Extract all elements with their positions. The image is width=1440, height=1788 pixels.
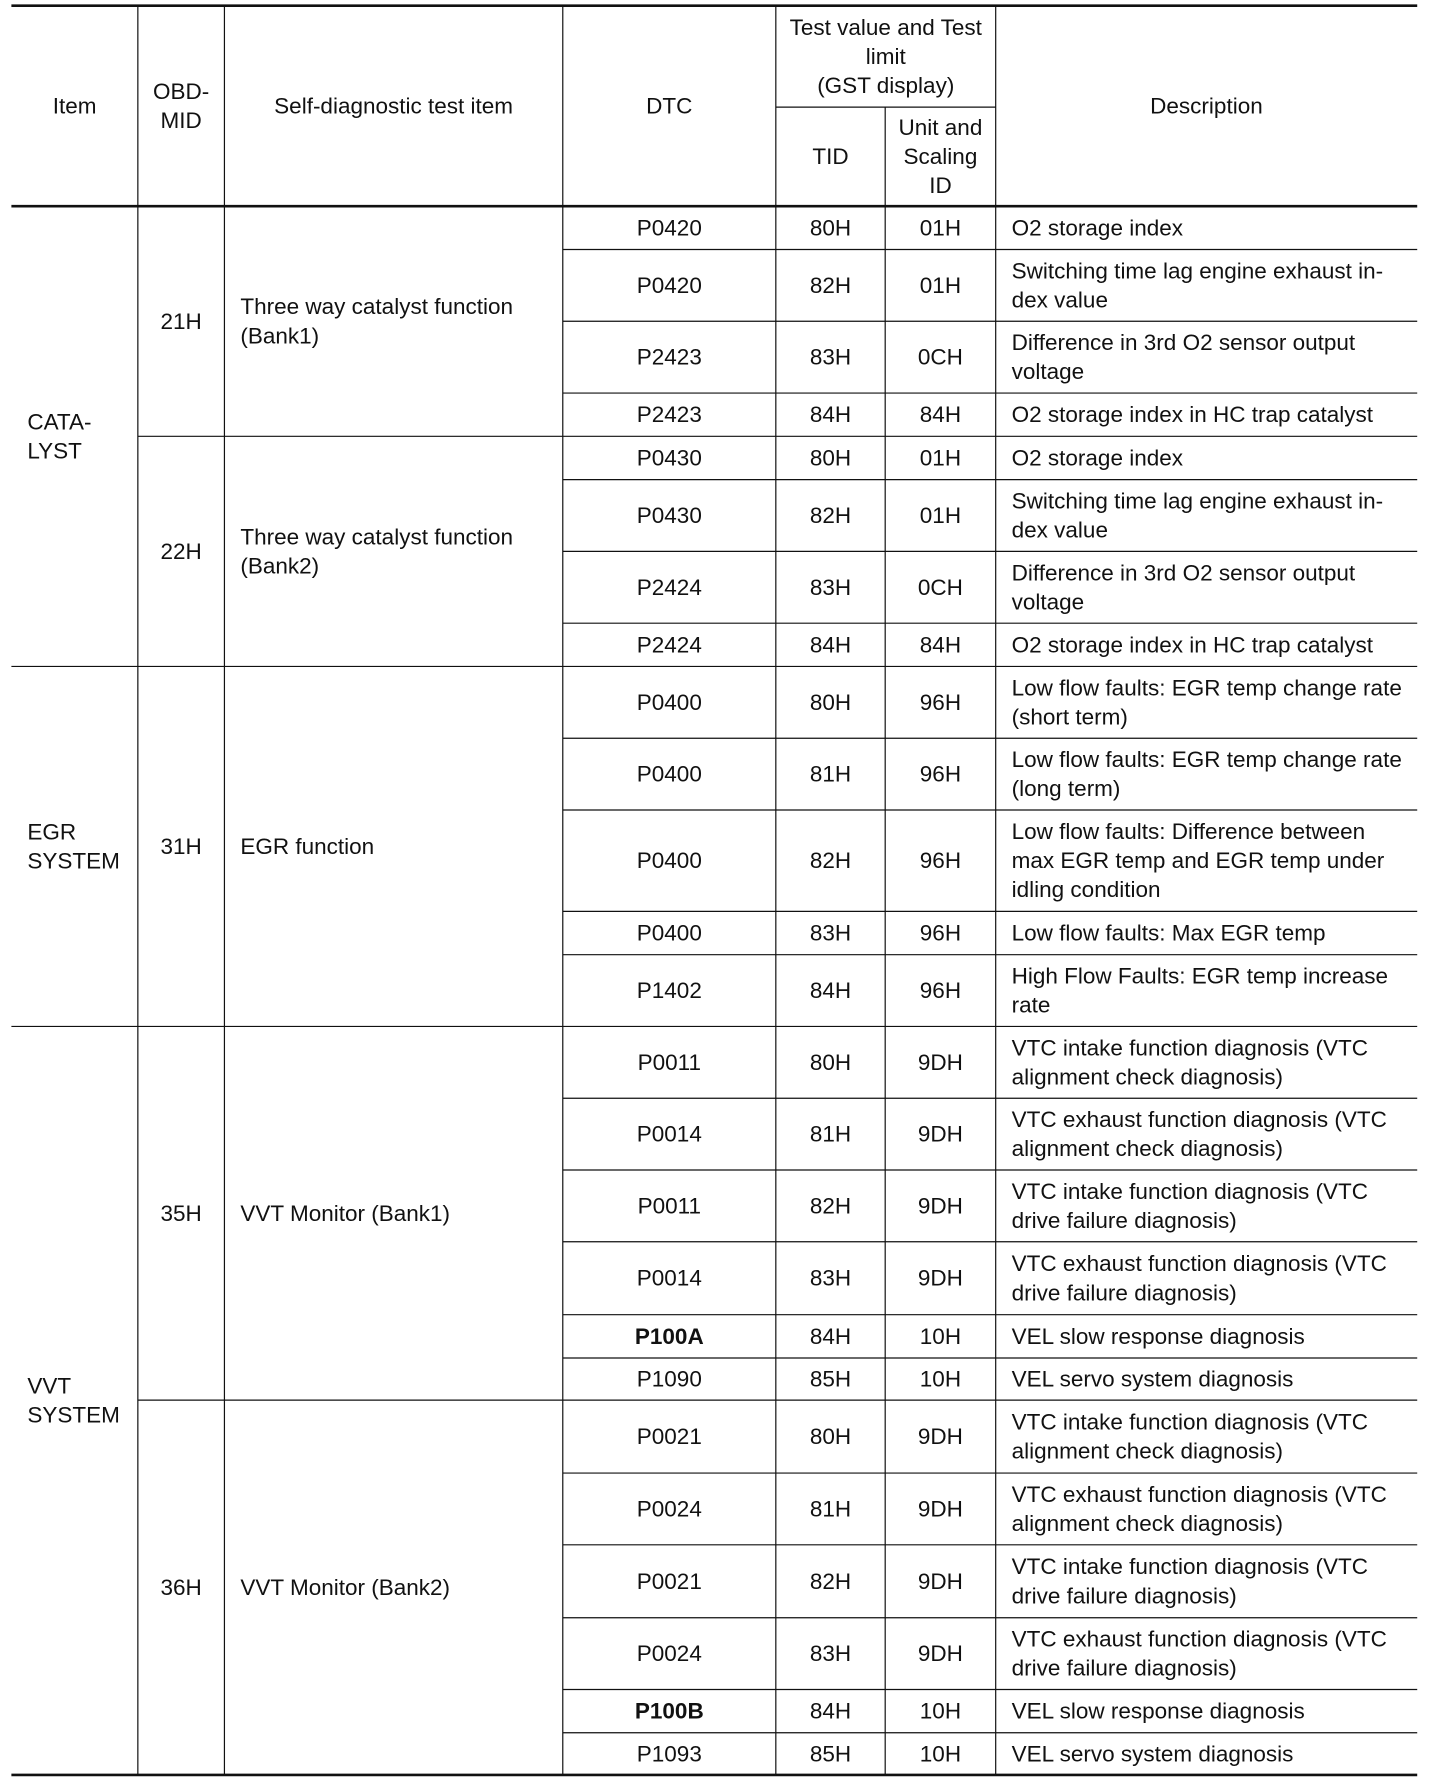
- table-text: [27, 15, 1402, 1767]
- dtc-cell: P0014: [636, 1265, 702, 1291]
- dtc-cell: P0400: [636, 689, 702, 715]
- description-cell: Difference in 3rd O2 sensor output: [1011, 330, 1356, 356]
- test-item-cell: (Bank2): [240, 553, 320, 579]
- tid-cell: 81H: [809, 761, 852, 787]
- test-item-cell: (Bank1): [240, 323, 320, 349]
- tid-cell: 82H: [809, 1193, 852, 1219]
- unit-cell: 10H: [919, 1366, 962, 1392]
- unit-cell: 01H: [919, 215, 962, 241]
- header-unit-scaling-id: ID: [929, 173, 952, 199]
- unit-cell: 9DH: [917, 1121, 963, 1147]
- unit-cell: 10H: [919, 1323, 962, 1349]
- description-cell: Switching time lag engine exhaust in-: [1011, 488, 1384, 514]
- tid-cell: 82H: [809, 272, 852, 298]
- item-cell: EGR: [27, 819, 77, 845]
- description-cell: Low flow faults: EGR temp change rate: [1011, 747, 1402, 773]
- description-cell: O2 storage index in HC trap catalyst: [1011, 402, 1374, 428]
- dtc-cell: P0024: [636, 1641, 702, 1667]
- unit-cell: 9DH: [917, 1049, 963, 1075]
- header-unit-scaling-id: Scaling: [903, 144, 978, 170]
- unit-cell: 9DH: [917, 1193, 963, 1219]
- header-test-item: Self-diagnostic test item: [274, 93, 514, 119]
- description-cell: O2 storage index in HC trap catalyst: [1011, 632, 1374, 658]
- unit-cell: 96H: [919, 920, 962, 946]
- description-cell: Low flow faults: Difference between: [1011, 819, 1366, 845]
- header-test-value-group: Test value and Test: [789, 14, 982, 40]
- tid-cell: 81H: [809, 1121, 852, 1147]
- dtc-cell: P2423: [636, 344, 702, 370]
- unit-cell: 9DH: [917, 1424, 963, 1450]
- tid-cell: 82H: [809, 848, 852, 874]
- description-cell: alignment check diagnosis): [1011, 1064, 1284, 1090]
- obdmid-cell: 22H: [160, 538, 202, 564]
- description-cell: drive failure diagnosis): [1011, 1280, 1237, 1306]
- item-cell: LYST: [27, 438, 82, 464]
- unit-cell: 0CH: [917, 344, 963, 370]
- description-cell: max EGR temp and EGR temp under: [1011, 848, 1385, 874]
- header-unit-scaling-id: Unit and: [898, 115, 983, 141]
- header-dtc: DTC: [646, 93, 693, 119]
- tid-cell: 84H: [809, 978, 852, 1004]
- tid-cell: 80H: [809, 1049, 852, 1075]
- header-obdmid: OBD-: [153, 78, 210, 104]
- description-cell: O2 storage index: [1011, 215, 1184, 241]
- dtc-cell: P100A: [634, 1323, 704, 1349]
- tid-cell: 83H: [809, 1641, 852, 1667]
- dtc-cell: P0420: [636, 215, 702, 241]
- obdmid-cell: 21H: [160, 308, 202, 334]
- test-item-cell: Three way catalyst function: [240, 294, 514, 320]
- description-cell: VEL servo system diagnosis: [1011, 1741, 1294, 1767]
- header-test-value-group: (GST display): [817, 72, 955, 98]
- description-cell: O2 storage index: [1011, 445, 1184, 471]
- dtc-cell: P1090: [636, 1366, 702, 1392]
- dtc-cell: P0430: [636, 445, 702, 471]
- unit-cell: 96H: [919, 978, 962, 1004]
- header-item: Item: [52, 93, 97, 119]
- obdmid-cell: 31H: [160, 833, 202, 859]
- test-item-cell: VVT Monitor (Bank1): [240, 1200, 451, 1226]
- description-cell: VTC intake function diagnosis (VTC: [1011, 1554, 1369, 1580]
- tid-cell: 83H: [809, 574, 852, 600]
- unit-cell: 96H: [919, 761, 962, 787]
- unit-cell: 9DH: [917, 1496, 963, 1522]
- tid-cell: 85H: [809, 1366, 852, 1392]
- description-cell: Switching time lag engine exhaust in-: [1011, 258, 1384, 284]
- unit-cell: 9DH: [917, 1568, 963, 1594]
- tid-cell: 84H: [809, 1698, 852, 1724]
- tid-cell: 85H: [809, 1741, 852, 1767]
- test-item-cell: EGR function: [240, 833, 375, 859]
- description-cell: VTC intake function diagnosis (VTC: [1011, 1178, 1369, 1204]
- description-cell: alignment check diagnosis): [1011, 1136, 1284, 1162]
- unit-cell: 96H: [919, 689, 962, 715]
- header-description: Description: [1150, 93, 1263, 119]
- description-cell: dex value: [1011, 517, 1108, 543]
- dtc-cell: P0400: [636, 920, 702, 946]
- obdmid-cell: 35H: [160, 1200, 202, 1226]
- unit-cell: 10H: [919, 1741, 962, 1767]
- tid-cell: 80H: [809, 689, 852, 715]
- test-item-cell: VVT Monitor (Bank2): [240, 1575, 451, 1601]
- tid-cell: 84H: [809, 632, 852, 658]
- description-cell: VTC intake function diagnosis (VTC: [1011, 1035, 1369, 1061]
- tid-cell: 84H: [809, 1323, 852, 1349]
- tid-cell: 82H: [809, 503, 852, 529]
- dtc-cell: P0011: [637, 1193, 702, 1219]
- dtc-cell: P0021: [636, 1424, 702, 1450]
- dtc-cell: P0430: [636, 503, 702, 529]
- description-cell: alignment check diagnosis): [1011, 1510, 1284, 1536]
- unit-cell: 96H: [919, 848, 962, 874]
- unit-cell: 84H: [919, 402, 962, 428]
- unit-cell: 0CH: [917, 574, 963, 600]
- description-cell: rate: [1011, 992, 1051, 1018]
- dtc-cell: P2424: [636, 574, 702, 600]
- dtc-cell: P2424: [636, 632, 702, 658]
- description-cell: VEL servo system diagnosis: [1011, 1366, 1294, 1392]
- description-cell: voltage: [1011, 589, 1085, 615]
- description-cell: voltage: [1011, 359, 1085, 385]
- dtc-cell: P2423: [636, 402, 702, 428]
- description-cell: dex value: [1011, 287, 1108, 313]
- header-test-value-group: limit: [865, 43, 906, 69]
- description-cell: idling condition: [1011, 877, 1161, 903]
- description-cell: Difference in 3rd O2 sensor output: [1011, 560, 1356, 586]
- dtc-cell: P100B: [634, 1698, 704, 1724]
- tid-cell: 81H: [809, 1496, 852, 1522]
- unit-cell: 01H: [919, 272, 962, 298]
- header-obdmid: MID: [160, 107, 202, 133]
- header-tid: TID: [812, 144, 849, 170]
- unit-cell: 9DH: [917, 1641, 963, 1667]
- description-cell: (long term): [1011, 776, 1121, 802]
- dtc-cell: P0400: [636, 761, 702, 787]
- dtc-cell: P1402: [636, 978, 702, 1004]
- tid-cell: 84H: [809, 402, 852, 428]
- tid-cell: 83H: [809, 1265, 852, 1291]
- dtc-cell: P0011: [637, 1049, 702, 1075]
- description-cell: drive failure diagnosis): [1011, 1207, 1237, 1233]
- dtc-cell: P0400: [636, 848, 702, 874]
- dtc-cell: P0021: [636, 1568, 702, 1594]
- obdmid-cell: 36H: [160, 1575, 202, 1601]
- unit-cell: 01H: [919, 503, 962, 529]
- dtc-cell: P1093: [636, 1741, 702, 1767]
- description-cell: VTC exhaust function diagnosis (VTC: [1011, 1107, 1387, 1133]
- description-cell: (short term): [1011, 704, 1128, 730]
- item-cell: SYSTEM: [27, 1402, 120, 1428]
- description-cell: VTC exhaust function diagnosis (VTC: [1011, 1481, 1387, 1507]
- tid-cell: 82H: [809, 1568, 852, 1594]
- dtc-cell: P0014: [636, 1121, 702, 1147]
- description-cell: VEL slow response diagnosis: [1011, 1698, 1305, 1724]
- unit-cell: 01H: [919, 445, 962, 471]
- unit-cell: 10H: [919, 1698, 962, 1724]
- dtc-cell: P0420: [636, 272, 702, 298]
- description-cell: High Flow Faults: EGR temp increase: [1011, 963, 1389, 989]
- description-cell: VEL slow response diagnosis: [1011, 1323, 1305, 1349]
- tid-cell: 80H: [809, 445, 852, 471]
- description-cell: Low flow faults: Max EGR temp: [1011, 920, 1326, 946]
- unit-cell: 84H: [919, 632, 962, 658]
- unit-cell: 9DH: [917, 1265, 963, 1291]
- description-cell: drive failure diagnosis): [1011, 1583, 1237, 1609]
- dtc-cell: P0024: [636, 1496, 702, 1522]
- item-cell: VVT: [27, 1373, 72, 1399]
- tid-cell: 83H: [809, 344, 852, 370]
- tid-cell: 80H: [809, 215, 852, 241]
- item-cell: CATA-: [27, 409, 92, 435]
- item-cell: SYSTEM: [27, 848, 120, 874]
- description-cell: VTC intake function diagnosis (VTC: [1011, 1409, 1369, 1435]
- tid-cell: 83H: [809, 920, 852, 946]
- test-item-cell: Three way catalyst function: [240, 524, 514, 550]
- description-cell: drive failure diagnosis): [1011, 1655, 1237, 1681]
- description-cell: alignment check diagnosis): [1011, 1438, 1284, 1464]
- description-cell: Low flow faults: EGR temp change rate: [1011, 675, 1402, 701]
- tid-cell: 80H: [809, 1424, 852, 1450]
- description-cell: VTC exhaust function diagnosis (VTC: [1011, 1626, 1387, 1652]
- description-cell: VTC exhaust function diagnosis (VTC: [1011, 1251, 1387, 1277]
